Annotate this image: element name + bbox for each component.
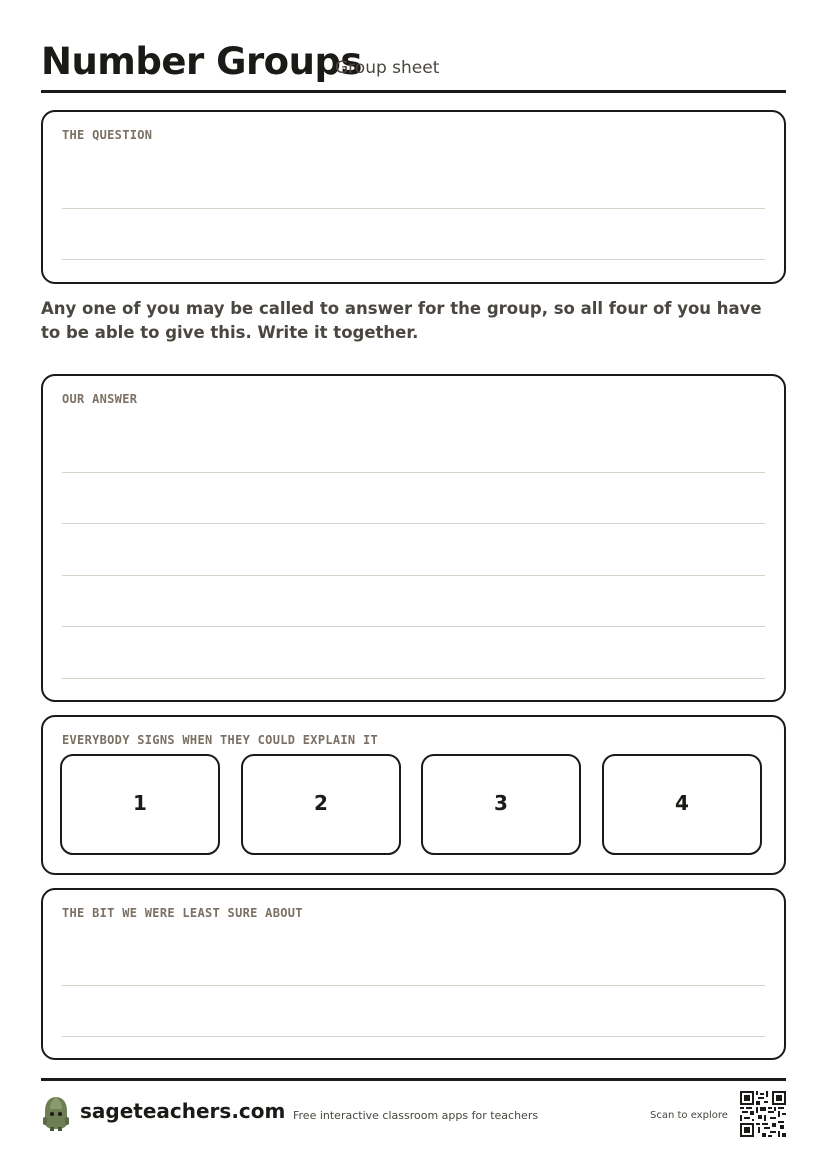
page-title: Number Groups: [41, 40, 362, 83]
qr-code-icon[interactable]: [740, 1091, 786, 1137]
writing-line[interactable]: [62, 472, 765, 473]
header-divider: [41, 90, 786, 93]
writing-line[interactable]: [62, 575, 765, 576]
signature-slot-number: 2: [314, 791, 328, 815]
answer-box: [41, 374, 786, 702]
signature-slot-3[interactable]: [421, 754, 581, 855]
writing-line[interactable]: [62, 259, 765, 260]
writing-line[interactable]: [62, 626, 765, 627]
writing-line[interactable]: [62, 1036, 765, 1037]
question-box-label: THE QUESTION: [62, 128, 153, 142]
scan-label: Scan to explore: [650, 1110, 728, 1121]
signature-slot-number: 4: [675, 791, 689, 815]
footer-tagline: Free interactive classroom apps for teachers: [293, 1109, 539, 1122]
least-sure-box: [41, 888, 786, 1060]
footer-divider: [41, 1078, 786, 1081]
question-box: [41, 110, 786, 284]
signature-slot-number: 3: [494, 791, 508, 815]
signature-box-label: EVERYBODY SIGNS WHEN THEY COULD EXPLAIN IT: [62, 733, 379, 747]
instructions-text: Any one of you may be called to answer for the group, so all four of you have to be able to give this. Write it together.: [41, 299, 762, 342]
writing-line[interactable]: [62, 523, 765, 524]
least-sure-box-label: THE BIT WE WERE LEAST SURE ABOUT: [62, 906, 303, 920]
signature-box: [41, 715, 786, 875]
page-header: [41, 40, 786, 90]
writing-line[interactable]: [62, 678, 765, 679]
signature-slot-1[interactable]: [60, 754, 220, 855]
writing-line[interactable]: [62, 208, 765, 209]
answer-box-label: OUR ANSWER: [62, 392, 138, 406]
signature-slot-2[interactable]: [241, 754, 401, 855]
sage-mascot-icon: [41, 1095, 71, 1131]
signature-slot-number: 1: [133, 791, 147, 815]
brand-link[interactable]: sageteachers.com: [80, 1099, 286, 1123]
writing-line[interactable]: [62, 985, 765, 986]
page-subtitle: Group sheet: [335, 58, 440, 78]
signature-slot-4[interactable]: [602, 754, 762, 855]
